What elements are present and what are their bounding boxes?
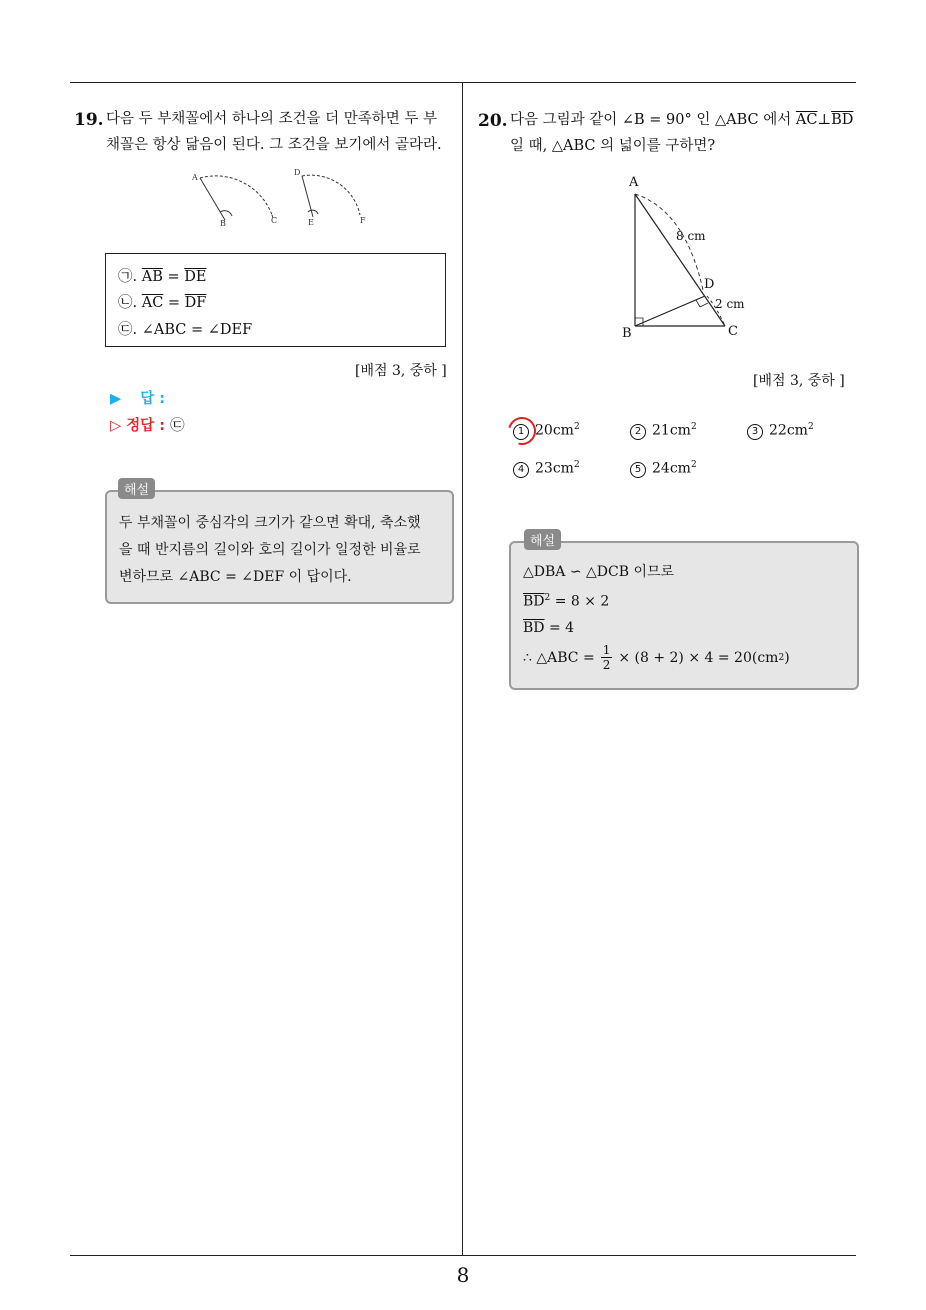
q19-choice-1 <box>118 265 206 286</box>
segment-bd: $\overline{BD}$ <box>523 593 545 610</box>
top-rule <box>70 82 856 83</box>
q19-correct-row <box>110 414 185 435</box>
option-value: 23cm <box>535 460 574 477</box>
label-d: D <box>704 277 715 292</box>
q20-option-2[interactable] <box>630 422 697 440</box>
choice-eq: = <box>167 269 180 285</box>
option-exp: 2 <box>807 422 814 432</box>
correct-label: 정답 : <box>126 418 166 434</box>
expr: = 4 <box>544 619 575 636</box>
choice-mark: ㉡. <box>118 295 138 311</box>
q20-line2: 일 때, △ABC 의 넓이를 구하면? <box>510 138 716 154</box>
option-exp: 2 <box>690 460 697 470</box>
fraction-denominator: 2 <box>602 658 611 673</box>
q20-text <box>510 107 860 159</box>
q20-explanation-text <box>523 559 853 675</box>
answer-arrow-icon: ▶ <box>110 391 122 407</box>
option-number: 4 <box>513 462 529 478</box>
q20-triangle-figure <box>615 170 765 340</box>
segment-bd: $\overline{BD}$ <box>523 619 545 636</box>
expr: ) <box>784 649 790 666</box>
choice-mark: ㉠. <box>118 269 138 285</box>
choice-eq: = <box>167 295 181 311</box>
q19-line2: 채꼴은 항상 닮음이 된다. 그 조건을 보기에서 골라라. <box>106 137 442 153</box>
exp: 2 <box>778 652 785 663</box>
q20-number: 20. <box>478 111 508 131</box>
page-number: 8 <box>456 1263 470 1287</box>
exp: 2 <box>544 593 551 603</box>
fig-label-a: A <box>192 173 198 182</box>
q19-figure <box>180 160 380 235</box>
choice-lhs: $\overline{AC}$ <box>141 295 164 311</box>
option-value: 21cm <box>652 422 691 439</box>
q20-score: [배점 3, 중하 ] <box>753 373 845 389</box>
choice-rhs: $\overline{DE}$ <box>184 269 207 285</box>
q19-answer-row <box>110 387 165 408</box>
label-8cm: 8 cm <box>676 229 706 243</box>
fig-label-b: B <box>220 219 226 228</box>
explanation-line: △DBA ∽ △DCB 이므로 <box>523 564 675 580</box>
segment-bd <box>635 296 705 326</box>
option-number: 1 <box>513 424 529 440</box>
q19-choice-2 <box>118 291 206 312</box>
q20-line1 <box>510 107 860 133</box>
option-value: 24cm <box>652 460 691 477</box>
fraction <box>601 643 613 672</box>
expr: ∴ △ABC = <box>523 649 595 666</box>
fig-label-d: D <box>294 168 301 177</box>
q19-explanation-text <box>119 510 449 591</box>
correct-arrow-icon: ▷ <box>110 418 122 434</box>
option-exp: 2 <box>573 460 580 470</box>
q19-explanation-box <box>105 490 454 604</box>
option-value: 22cm <box>769 422 808 439</box>
option-exp: 2 <box>573 422 580 432</box>
correct-value: ㉢ <box>170 418 185 434</box>
q20-segment-bd: $\overline{BD}$ <box>831 112 854 128</box>
option-number: 5 <box>630 462 646 478</box>
option-number: 3 <box>747 424 763 440</box>
q19-line1: 다음 두 부채꼴에서 하나의 조건을 더 만족하면 두 부 <box>106 111 438 127</box>
explanation-line: 을 때 반지름의 길이와 호의 길이가 일정한 비율로 <box>119 542 421 558</box>
q20-option-1[interactable] <box>513 422 580 440</box>
q20-option-4[interactable] <box>513 460 580 478</box>
q19-choice-box <box>105 253 446 347</box>
explanation-line <box>523 615 853 641</box>
option-number: 2 <box>630 424 646 440</box>
explanation-line <box>523 641 853 675</box>
q20-option-3[interactable] <box>747 422 814 440</box>
q19-text <box>106 106 456 158</box>
answer-label: 답 : <box>140 391 166 407</box>
label-c: C <box>728 324 738 339</box>
q19-explanation-tag: 해설 <box>118 478 155 499</box>
expr: = 8 × 2 <box>550 593 610 610</box>
option-value: 20cm <box>535 422 574 439</box>
fraction-numerator: 1 <box>602 643 611 658</box>
label-a: A <box>629 175 639 190</box>
column-divider <box>462 82 463 1255</box>
q20-line1-text: 다음 그림과 같이 ∠B = 90° 인 △ABC 에서 <box>510 112 796 128</box>
fig-label-c: C <box>271 216 278 225</box>
option-exp: 2 <box>690 422 697 432</box>
q20-explanation-box <box>509 541 859 690</box>
explanation-line: 변하므로 ∠ABC = ∠DEF 이 답이다. <box>119 569 352 585</box>
choice-mark: ㉢. <box>118 322 138 338</box>
q20-segment-ac: $\overline{AC}$ <box>795 112 818 128</box>
q19-choice-3 <box>118 318 252 339</box>
explanation-line: 두 부채꼴이 중심각의 크기가 같으면 확대, 축소했 <box>119 515 421 531</box>
q20-explanation-tag: 해설 <box>524 529 561 550</box>
choice-text: ∠ABC = ∠DEF <box>141 322 253 338</box>
bottom-rule <box>70 1255 856 1256</box>
label-2cm: 2 cm <box>715 297 745 311</box>
fig-label-e: E <box>308 218 314 227</box>
perpendicular-symbol: ⊥ <box>817 112 832 128</box>
fig-label-f: F <box>360 216 366 225</box>
explanation-line <box>523 585 853 615</box>
choice-lhs: $\overline{AB}$ <box>141 269 163 285</box>
choice-rhs: $\overline{DF}$ <box>184 295 207 311</box>
expr: × (8 + 2) × 4 = 20(cm <box>618 649 779 666</box>
q19-score: [배점 3, 중하 ] <box>355 363 447 379</box>
q20-option-5[interactable] <box>630 460 697 478</box>
label-b: B <box>622 326 632 340</box>
q19-number: 19. <box>74 110 104 130</box>
